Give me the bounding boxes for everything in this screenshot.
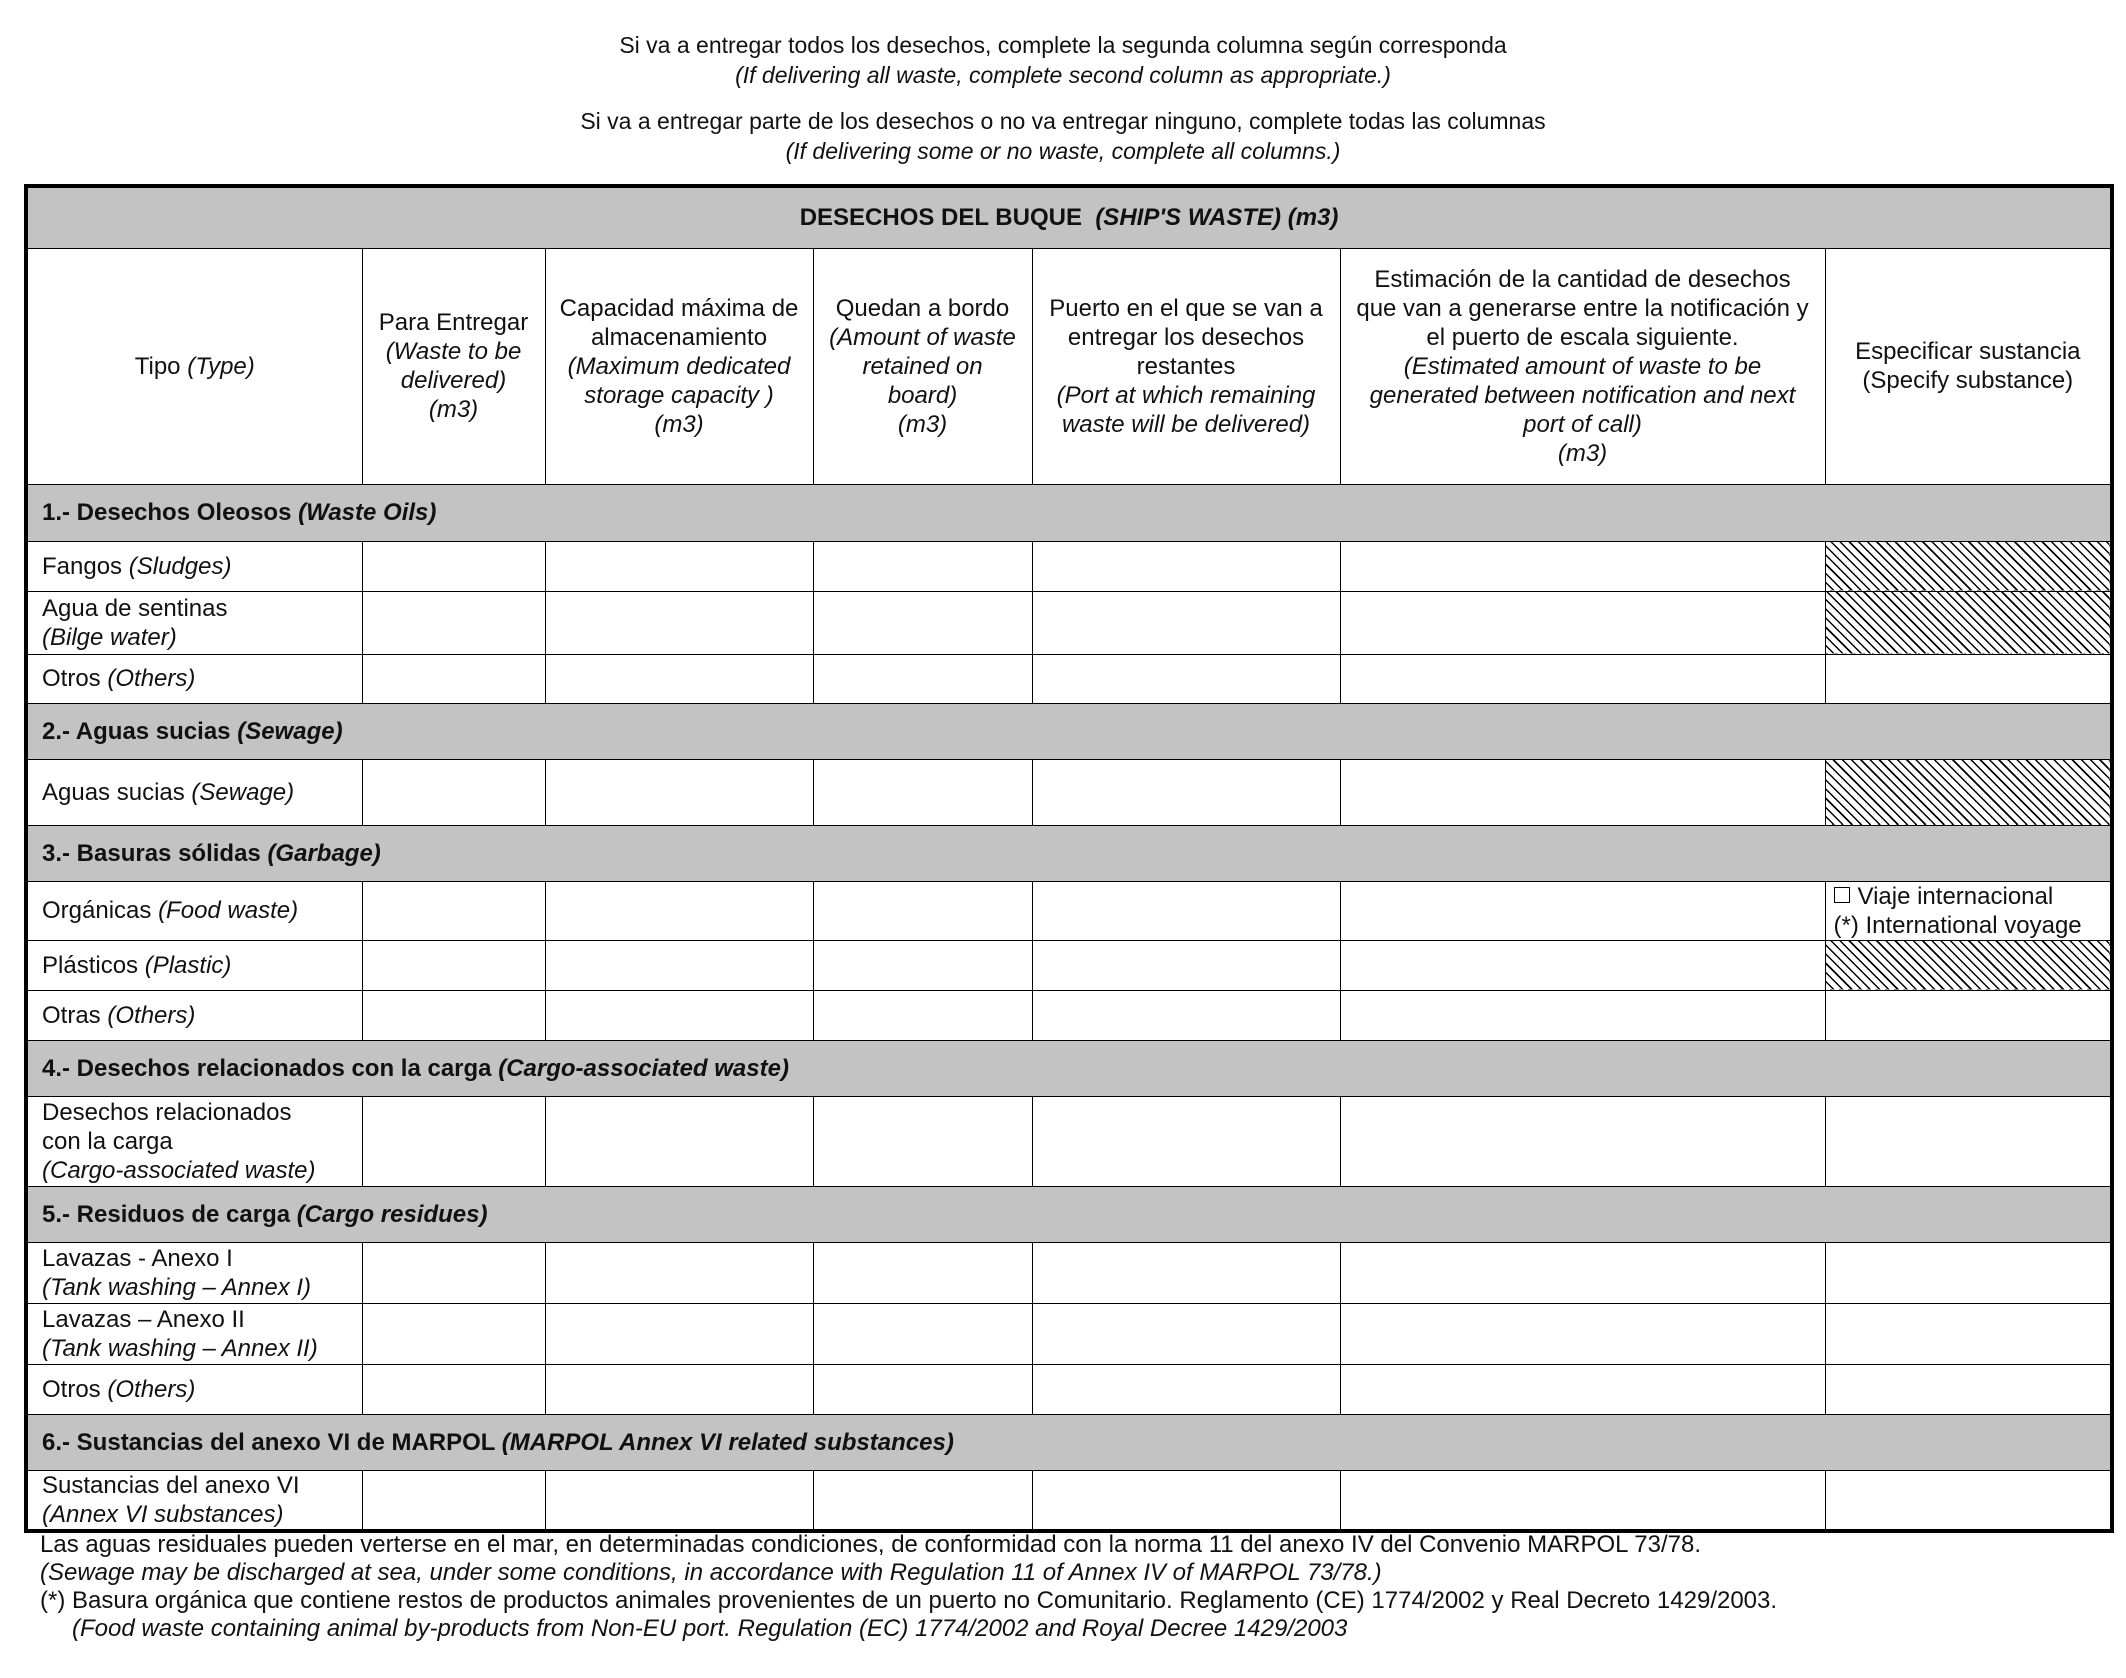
row-label-es: Fangos <box>42 552 123 580</box>
row-label-es: Plásticos <box>42 951 139 979</box>
instruction-partial-es: Si va a entregar parte de los desechos o no va entregar ninguno, complete todas las columnas <box>580 108 1546 134</box>
cell-max-capacity[interactable] <box>545 881 813 940</box>
row-label <box>26 1470 362 1531</box>
table-title-es: DESECHOS DEL BUQUE <box>799 204 1082 232</box>
international-voyage-option[interactable] <box>1825 881 2112 940</box>
cell-max-capacity[interactable] <box>545 1096 813 1186</box>
voyage-label-en: (*) International voyage <box>1833 911 2082 939</box>
cell-estimated-amount[interactable] <box>1340 1470 1825 1531</box>
cell-delivery-port[interactable] <box>1032 591 1340 654</box>
cell-estimated-amount[interactable] <box>1340 541 1825 591</box>
section-label-en: (Sewage) <box>237 717 343 745</box>
table-title-row <box>26 186 2112 248</box>
cell-specify-substance[interactable] <box>1825 990 2112 1040</box>
cell-delivery-port[interactable] <box>1032 1364 1340 1414</box>
header-retained-unit: (m3) <box>897 410 948 438</box>
row-food-waste <box>26 881 2112 940</box>
header-estimate-es: Estimación de la cantidad de desechos que van a generarse entre la notificación y el puerto de escala siguiente. <box>1356 265 1809 351</box>
header-type <box>26 248 362 484</box>
row-label-es: Lavazas – Anexo II <box>42 1305 245 1333</box>
cell-delivery-port[interactable] <box>1032 1303 1340 1364</box>
cell-estimated-amount[interactable] <box>1340 990 1825 1040</box>
row-label <box>26 1096 362 1186</box>
row-label <box>26 654 362 703</box>
row-label-en: (Annex VI substances) <box>42 1500 284 1528</box>
section-heading <box>26 1414 2112 1470</box>
row-label-en: (Others) <box>107 665 196 692</box>
section-label-es: 2.- Aguas sucias <box>42 717 231 745</box>
instructions-partial-waste <box>0 106 2126 166</box>
row-label-en: (Others) <box>107 1375 196 1403</box>
voyage-label-es: Viaje internacional <box>1857 882 2054 910</box>
cell-to-deliver[interactable] <box>362 654 545 703</box>
row-label-en: (Bilge water) <box>42 623 177 651</box>
cell-estimated-amount[interactable] <box>1340 654 1825 703</box>
row-annex-6-substances <box>26 1470 2112 1531</box>
row-label <box>26 541 362 591</box>
row-label <box>26 1242 362 1303</box>
row-label-es: Aguas sucias <box>42 778 185 806</box>
hatched-cell <box>1825 591 2112 654</box>
header-port-es: Puerto en el que se van a entregar los desechos restantes <box>1049 294 1323 380</box>
row-label <box>26 940 362 990</box>
cell-to-deliver[interactable] <box>362 881 545 940</box>
footnote-sewage-es: Las aguas residuales pueden verterse en el mar, en determinadas condiciones, de conformidad con la norma 11 del anexo IV del Convenio MARPOL 73/78. <box>40 1531 1702 1558</box>
cell-max-capacity[interactable] <box>545 990 813 1040</box>
section-label-es: 5.- Residuos de carga <box>42 1200 291 1228</box>
cell-delivery-port[interactable] <box>1032 940 1340 990</box>
header-deliver-en: (Waste to be delivered) <box>385 338 522 394</box>
table-title-en: (SHIP'S WASTE) (m3) <box>1095 204 1339 232</box>
row-garbage-others <box>26 990 2112 1040</box>
header-deliver-es: Para Entregar <box>378 309 529 336</box>
row-label-es: Lavazas - Anexo I <box>42 1244 233 1272</box>
row-label-en: (Sewage) <box>191 778 295 806</box>
cell-to-deliver[interactable] <box>362 759 545 825</box>
footnote-food-en: (Food waste containing animal by-products from Non-EU port. Regulation (EC) 1774/2002 and Royal Decree 1429/2003 <box>72 1615 1348 1642</box>
instruction-partial-en: (If delivering some or no waste, complete all columns.) <box>785 138 1341 164</box>
cell-max-capacity[interactable] <box>545 940 813 990</box>
row-sludges <box>26 541 2112 591</box>
header-type-en: (Type) <box>187 352 255 380</box>
cell-to-deliver[interactable] <box>362 1096 545 1186</box>
cell-specify-substance[interactable] <box>1825 1242 2112 1303</box>
cell-estimated-amount[interactable] <box>1340 1364 1825 1414</box>
section-label-es: 1.- Desechos Oleosos <box>42 499 292 526</box>
row-label-es: Orgánicas <box>42 897 152 924</box>
header-specify-es: Especificar sustancia <box>1855 338 2081 365</box>
row-label-en: (Cargo-associated waste) <box>42 1156 316 1184</box>
section-waste-oils <box>26 484 2112 541</box>
cell-max-capacity[interactable] <box>545 1303 813 1364</box>
section-heading <box>26 825 2112 881</box>
cell-delivery-port[interactable] <box>1032 541 1340 591</box>
row-label-es-cont: con la carga <box>42 1127 173 1155</box>
row-oil-others <box>26 654 2112 703</box>
cell-delivery-port[interactable] <box>1032 990 1340 1040</box>
row-cargo-associated-waste <box>26 1096 2112 1186</box>
cell-delivery-port[interactable] <box>1032 654 1340 703</box>
cell-max-capacity[interactable] <box>545 1364 813 1414</box>
cell-retained-on-board[interactable] <box>813 940 1032 990</box>
cell-retained-on-board[interactable] <box>813 759 1032 825</box>
header-port-en: (Port at which remaining waste will be delivered) <box>1056 381 1316 438</box>
cell-retained-on-board[interactable] <box>813 1242 1032 1303</box>
header-retained-es: Quedan a bordo <box>835 294 1010 322</box>
header-capacity-unit: (m3) <box>654 410 704 438</box>
row-label <box>26 759 362 825</box>
cell-retained-on-board[interactable] <box>813 1096 1032 1186</box>
row-label <box>26 990 362 1040</box>
row-sewage <box>26 759 2112 825</box>
cell-to-deliver[interactable] <box>362 940 545 990</box>
row-plastic <box>26 940 2112 990</box>
cell-specify-substance[interactable] <box>1825 1364 2112 1414</box>
cell-delivery-port[interactable] <box>1032 1242 1340 1303</box>
cell-to-deliver[interactable] <box>362 1470 545 1531</box>
row-label <box>26 1303 362 1364</box>
row-bilge-water <box>26 591 2112 654</box>
section-label-es: 6.- Sustancias del anexo VI de MARPOL <box>42 1428 496 1456</box>
header-estimated-amount <box>1340 248 1825 484</box>
section-heading <box>26 484 2112 541</box>
column-header-row <box>26 248 2112 484</box>
hatched-cell <box>1825 940 2112 990</box>
table-title <box>26 186 2112 248</box>
row-label <box>26 881 362 940</box>
cell-estimated-amount[interactable] <box>1340 940 1825 990</box>
header-specify-substance <box>1825 248 2112 484</box>
hatched-cell <box>1825 759 2112 825</box>
instructions-all-waste <box>0 30 2126 90</box>
row-label <box>26 591 362 654</box>
cell-to-deliver[interactable] <box>362 541 545 591</box>
header-to-deliver <box>362 248 545 484</box>
section-cargo-associated <box>26 1040 2112 1096</box>
header-deliver-unit: (m3) <box>428 396 479 423</box>
cell-retained-on-board[interactable] <box>813 591 1032 654</box>
cell-max-capacity[interactable] <box>545 1470 813 1531</box>
cell-retained-on-board[interactable] <box>813 654 1032 703</box>
cell-specify-substance[interactable] <box>1825 1303 2112 1364</box>
cell-to-deliver[interactable] <box>362 1242 545 1303</box>
cell-max-capacity[interactable] <box>545 654 813 703</box>
row-tank-washing-annex-1 <box>26 1242 2112 1303</box>
row-residue-others <box>26 1364 2112 1414</box>
header-type-es: Tipo <box>134 352 181 380</box>
section-label-en: (Cargo-associated waste) <box>498 1054 789 1082</box>
row-label-es: Desechos relacionados <box>42 1098 292 1126</box>
cell-retained-on-board[interactable] <box>813 1303 1032 1364</box>
cell-estimated-amount[interactable] <box>1340 1242 1825 1303</box>
cell-estimated-amount[interactable] <box>1340 591 1825 654</box>
footnote-sewage-en: (Sewage may be discharged at sea, under some conditions, in accordance with Regulation 11 of Annex IV of MARPOL 73/78.) <box>40 1559 1382 1586</box>
cell-to-deliver[interactable] <box>362 1364 545 1414</box>
cell-to-deliver[interactable] <box>362 591 545 654</box>
cell-estimated-amount[interactable] <box>1340 1303 1825 1364</box>
row-label-en: (Tank washing – Annex I) <box>42 1273 312 1301</box>
header-delivery-port <box>1032 248 1340 484</box>
section-label-es: 4.- Desechos relacionados con la carga <box>42 1054 492 1082</box>
instruction-all-en: (If delivering all waste, complete second column as appropriate.) <box>735 62 1391 88</box>
cell-estimated-amount[interactable] <box>1340 759 1825 825</box>
instruction-all-es: Si va a entregar todos los desechos, complete la segunda columna según corresponda <box>619 32 1507 58</box>
row-label <box>26 1364 362 1414</box>
section-marpol-annex-6 <box>26 1414 2112 1470</box>
hatched-cell <box>1825 541 2112 591</box>
row-label-en: (Sludges) <box>128 552 232 580</box>
cell-retained-on-board[interactable] <box>813 1470 1032 1531</box>
row-label-es: Sustancias del anexo VI <box>42 1471 300 1499</box>
section-label-es: 3.- Basuras sólidas <box>42 839 261 867</box>
row-label-es: Otros <box>42 665 101 692</box>
cell-retained-on-board[interactable] <box>813 990 1032 1040</box>
cell-retained-on-board[interactable] <box>813 541 1032 591</box>
voyage-checkbox[interactable] <box>1834 887 1850 903</box>
header-max-capacity <box>545 248 813 484</box>
cell-max-capacity[interactable] <box>545 541 813 591</box>
row-label-es: Otros <box>42 1375 101 1403</box>
cell-max-capacity[interactable] <box>545 759 813 825</box>
section-heading <box>26 703 2112 759</box>
section-label-en: (Waste Oils) <box>298 499 437 526</box>
footnote-food-es: (*) Basura orgánica que contiene restos de productos animales provenientes de un puerto no Comunitario. Reglamento (CE) 1774/2002 y Real Decreto 1429/2003. <box>40 1587 1778 1614</box>
section-cargo-residues <box>26 1186 2112 1242</box>
header-retained-en: (Amount of waste retained on board) <box>829 323 1016 409</box>
cell-to-deliver[interactable] <box>362 990 545 1040</box>
header-estimate-en: (Estimated amount of waste to be generated between notification and next port of call) <box>1369 352 1796 438</box>
cell-specify-substance[interactable] <box>1825 654 2112 703</box>
cell-delivery-port[interactable] <box>1032 881 1340 940</box>
header-specify-en: (Specify substance) <box>1862 367 2074 394</box>
cell-retained-on-board[interactable] <box>813 881 1032 940</box>
section-heading <box>26 1186 2112 1242</box>
cell-estimated-amount[interactable] <box>1340 1096 1825 1186</box>
cell-estimated-amount[interactable] <box>1340 881 1825 940</box>
cell-delivery-port[interactable] <box>1032 1096 1340 1186</box>
row-label-en: (Others) <box>107 1001 196 1029</box>
ships-waste-table <box>24 184 2114 1533</box>
cell-max-capacity[interactable] <box>545 1242 813 1303</box>
cell-specify-substance[interactable] <box>1825 1470 2112 1531</box>
row-label-en: (Food waste) <box>158 897 299 924</box>
cell-delivery-port[interactable] <box>1032 1470 1340 1531</box>
row-label-en: (Tank washing – Annex II) <box>42 1334 318 1362</box>
cell-specify-substance[interactable] <box>1825 1096 2112 1186</box>
header-retained-on-board <box>813 248 1032 484</box>
section-heading <box>26 1040 2112 1096</box>
row-tank-washing-annex-2 <box>26 1303 2112 1364</box>
row-label-es: Agua de sentinas <box>42 594 228 622</box>
cell-delivery-port[interactable] <box>1032 759 1340 825</box>
cell-max-capacity[interactable] <box>545 591 813 654</box>
cell-to-deliver[interactable] <box>362 1303 545 1364</box>
section-sewage <box>26 703 2112 759</box>
section-garbage <box>26 825 2112 881</box>
header-capacity-en: (Maximum dedicated storage capacity ) <box>567 352 791 409</box>
voyage-checkbox-line <box>1834 882 2103 911</box>
section-label-en: (MARPOL Annex VI related substances) <box>501 1428 954 1456</box>
cell-retained-on-board[interactable] <box>813 1364 1032 1414</box>
row-label-en: (Plastic) <box>144 951 232 979</box>
section-label-en: (Cargo residues) <box>296 1200 488 1228</box>
header-capacity-es: Capacidad máxima de almacenamiento <box>559 294 799 351</box>
header-estimate-unit: (m3) <box>1557 439 1608 467</box>
row-label-es: Otras <box>42 1001 101 1029</box>
section-label-en: (Garbage) <box>267 839 381 867</box>
